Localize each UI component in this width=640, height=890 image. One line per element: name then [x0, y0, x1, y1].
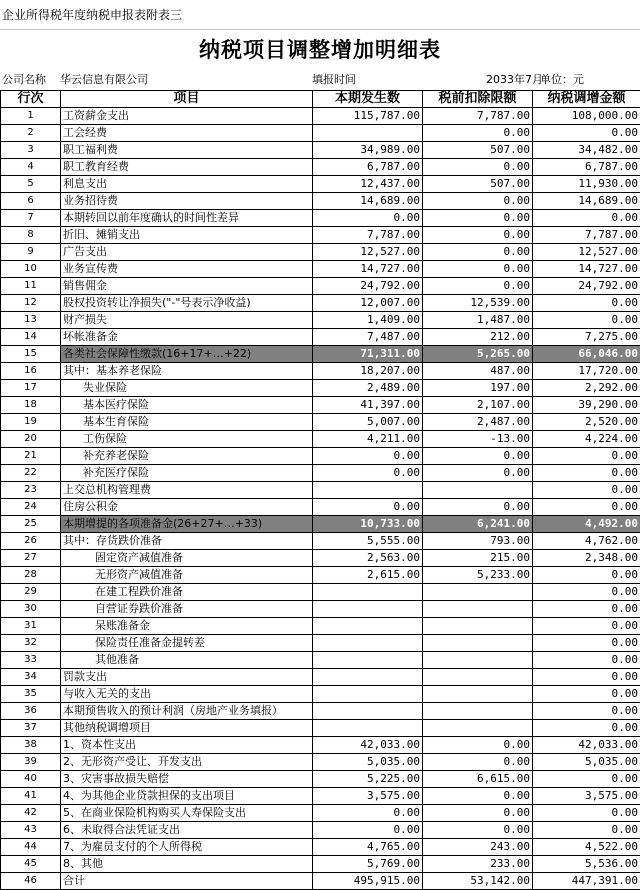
- current-amount-cell: 6,787.00: [313, 159, 423, 176]
- table-row: [1, 601, 640, 618]
- current-amount-cell: 42,033.00: [313, 737, 423, 754]
- row-number-cell: 33: [1, 652, 61, 669]
- table-row: [1, 720, 640, 737]
- tax-increase-cell: 7,787.00: [533, 227, 640, 244]
- row-number-cell: 41: [1, 788, 61, 805]
- deduction-limit-cell: 0.00: [423, 737, 533, 754]
- table-row: [1, 363, 640, 380]
- table-row: [1, 176, 640, 193]
- row-number-cell: 23: [1, 482, 61, 499]
- deduction-limit-cell: 0.00: [423, 499, 533, 516]
- item-name-cell: 坏帐准备金: [61, 329, 313, 346]
- item-name-cell: 其他纳税调增项目: [61, 720, 313, 737]
- tax-increase-cell: 2,292.00: [533, 380, 640, 397]
- tax-increase-cell: 4,762.00: [533, 533, 640, 550]
- item-name-cell: 利息支出: [61, 176, 313, 193]
- row-number-cell: 42: [1, 805, 61, 822]
- table-row: [1, 465, 640, 482]
- deduction-limit-cell: [423, 703, 533, 720]
- tax-increase-cell: 5,035.00: [533, 754, 640, 771]
- current-amount-cell: 7,487.00: [313, 329, 423, 346]
- row-number-cell: 29: [1, 584, 61, 601]
- deduction-limit-cell: 0.00: [423, 244, 533, 261]
- table-row: [1, 618, 640, 635]
- tax-increase-cell: 0.00: [533, 669, 640, 686]
- row-number-cell: 31: [1, 618, 61, 635]
- tax-increase-cell: 0.00: [533, 295, 640, 312]
- item-name-cell: 呆账准备金: [61, 618, 313, 635]
- row-number-cell: 26: [1, 533, 61, 550]
- tax-increase-cell: 39,290.00: [533, 397, 640, 414]
- item-name-cell: 工会经费: [61, 125, 313, 142]
- deduction-limit-cell: [423, 601, 533, 618]
- item-name-cell: 上交总机构管理费: [61, 482, 313, 499]
- tax-increase-cell: 42,033.00: [533, 737, 640, 754]
- report-info-line: [0, 70, 640, 89]
- item-name-cell: 销售佣金: [61, 278, 313, 295]
- deduction-limit-cell: 0.00: [423, 193, 533, 210]
- current-amount-cell: [313, 652, 423, 669]
- row-number-cell: 17: [1, 380, 61, 397]
- row-number-cell: 27: [1, 550, 61, 567]
- tax-increase-cell: 24,792.00: [533, 278, 640, 295]
- table-row: [1, 142, 640, 159]
- item-name-cell: 本期增提的各项准备金(26+27+…+33): [61, 516, 313, 533]
- row-number-cell: 40: [1, 771, 61, 788]
- item-name-cell: 在建工程跌价准备: [61, 584, 313, 601]
- item-name-cell: 罚款支出: [61, 669, 313, 686]
- deduction-limit-cell: 0.00: [423, 754, 533, 771]
- deduction-limit-cell: 0.00: [423, 788, 533, 805]
- table-row: [1, 788, 640, 805]
- item-name-cell: 8、其他: [61, 856, 313, 873]
- deduction-limit-cell: 793.00: [423, 533, 533, 550]
- col-header-item: 项目: [61, 91, 313, 108]
- current-amount-cell: [313, 669, 423, 686]
- deduction-limit-cell: 2,487.00: [423, 414, 533, 431]
- row-number-cell: 38: [1, 737, 61, 754]
- item-name-cell: 工资薪金支出: [61, 108, 313, 125]
- row-number-cell: 3: [1, 142, 61, 159]
- row-number-cell: 7: [1, 210, 61, 227]
- row-number-cell: 30: [1, 601, 61, 618]
- tax-increase-cell: 2,348.00: [533, 550, 640, 567]
- row-number-cell: 1: [1, 108, 61, 125]
- row-number-cell: 36: [1, 703, 61, 720]
- deduction-limit-cell: -13.00: [423, 431, 533, 448]
- tax-increase-cell: 66,046.00: [533, 346, 640, 363]
- item-name-cell: 5、在商业保险机构购买人寿保险支出: [61, 805, 313, 822]
- deduction-limit-cell: [423, 686, 533, 703]
- deduction-limit-cell: 0.00: [423, 210, 533, 227]
- item-name-cell: 无形资产减值准备: [61, 567, 313, 584]
- table-row: [1, 686, 640, 703]
- table-row: [1, 193, 640, 210]
- tax-increase-cell: 0.00: [533, 618, 640, 635]
- deduction-limit-cell: 212.00: [423, 329, 533, 346]
- tax-increase-cell: 0.00: [533, 567, 640, 584]
- row-number-cell: 43: [1, 822, 61, 839]
- current-amount-cell: 5,225.00: [313, 771, 423, 788]
- item-name-cell: 补充养老保险: [61, 448, 313, 465]
- tax-increase-cell: 3,575.00: [533, 788, 640, 805]
- row-number-cell: 32: [1, 635, 61, 652]
- item-name-cell: 1、资本性支出: [61, 737, 313, 754]
- item-name-cell: 职工福利费: [61, 142, 313, 159]
- table-row: [1, 108, 640, 125]
- item-name-cell: 其中：存货跌价准备: [61, 533, 313, 550]
- row-number-cell: 20: [1, 431, 61, 448]
- current-amount-cell: 0.00: [313, 805, 423, 822]
- row-number-cell: 8: [1, 227, 61, 244]
- tax-increase-cell: 2,520.00: [533, 414, 640, 431]
- table-row: [1, 329, 640, 346]
- row-number-cell: 4: [1, 159, 61, 176]
- deduction-limit-cell: 0.00: [423, 278, 533, 295]
- tax-increase-cell: 0.00: [533, 312, 640, 329]
- table-row: [1, 346, 640, 363]
- table-row: [1, 125, 640, 142]
- item-name-cell: 广告支出: [61, 244, 313, 261]
- item-name-cell: 折旧、摊销支出: [61, 227, 313, 244]
- current-amount-cell: 5,769.00: [313, 856, 423, 873]
- table-row: [1, 482, 640, 499]
- current-amount-cell: 2,563.00: [313, 550, 423, 567]
- tax-increase-cell: 4,522.00: [533, 839, 640, 856]
- tax-increase-cell: 0.00: [533, 771, 640, 788]
- deduction-limit-cell: 0.00: [423, 448, 533, 465]
- page-title: 纳税项目调整增加明细表: [0, 30, 640, 70]
- row-number-cell: 18: [1, 397, 61, 414]
- current-amount-cell: 10,733.00: [313, 516, 423, 533]
- current-amount-cell: 1,409.00: [313, 312, 423, 329]
- current-amount-cell: [313, 618, 423, 635]
- row-number-cell: 35: [1, 686, 61, 703]
- table-row: [1, 380, 640, 397]
- row-number-cell: 46: [1, 873, 61, 890]
- tax-increase-cell: 0.00: [533, 635, 640, 652]
- table-header-row: [1, 91, 640, 108]
- current-amount-cell: 18,207.00: [313, 363, 423, 380]
- item-name-cell: 工伤保险: [61, 431, 313, 448]
- item-name-cell: 保险责任准备金提转差: [61, 635, 313, 652]
- item-name-cell: 业务招待费: [61, 193, 313, 210]
- deduction-limit-cell: [423, 720, 533, 737]
- row-number-cell: 21: [1, 448, 61, 465]
- table-row: [1, 771, 640, 788]
- deduction-limit-cell: [423, 618, 533, 635]
- table-row: [1, 567, 640, 584]
- tax-increase-cell: 12,527.00: [533, 244, 640, 261]
- col-header-deduction-limit: 税前扣除限额: [423, 91, 533, 108]
- table-row: [1, 839, 640, 856]
- item-name-cell: 6、未取得合法凭证支出: [61, 822, 313, 839]
- deduction-limit-cell: [423, 635, 533, 652]
- current-amount-cell: 4,211.00: [313, 431, 423, 448]
- row-number-cell: 14: [1, 329, 61, 346]
- tax-increase-cell: 447,391.00: [533, 873, 640, 890]
- row-number-cell: 37: [1, 720, 61, 737]
- row-number-cell: 22: [1, 465, 61, 482]
- current-amount-cell: [313, 686, 423, 703]
- company-label: 公司名称: [2, 70, 46, 89]
- tax-increase-cell: 14,727.00: [533, 261, 640, 278]
- row-number-cell: 34: [1, 669, 61, 686]
- row-number-cell: 15: [1, 346, 61, 363]
- deduction-limit-cell: 215.00: [423, 550, 533, 567]
- tax-increase-cell: 0.00: [533, 822, 640, 839]
- item-name-cell: 基本医疗保险: [61, 397, 313, 414]
- deduction-limit-cell: 0.00: [423, 261, 533, 278]
- tax-increase-cell: 0.00: [533, 720, 640, 737]
- company-name: 华云信息有限公司: [60, 70, 148, 89]
- deduction-limit-cell: 2,107.00: [423, 397, 533, 414]
- fill-time-label: 填报时间: [312, 70, 356, 89]
- deduction-limit-cell: 53,142.00: [423, 873, 533, 890]
- deduction-limit-cell: 233.00: [423, 856, 533, 873]
- table-row: [1, 431, 640, 448]
- current-amount-cell: 24,792.00: [313, 278, 423, 295]
- row-number-cell: 28: [1, 567, 61, 584]
- item-name-cell: 本期预售收入的预计利润（房地产业务填报）: [61, 703, 313, 720]
- deduction-limit-cell: 5,265.00: [423, 346, 533, 363]
- deduction-limit-cell: 12,539.00: [423, 295, 533, 312]
- row-number-cell: 13: [1, 312, 61, 329]
- deduction-limit-cell: [423, 482, 533, 499]
- item-name-cell: 合计: [61, 873, 313, 890]
- current-amount-cell: 34,989.00: [313, 142, 423, 159]
- item-name-cell: 失业保险: [61, 380, 313, 397]
- table-row: [1, 754, 640, 771]
- current-amount-cell: [313, 635, 423, 652]
- item-name-cell: 固定资产减值准备: [61, 550, 313, 567]
- deduction-limit-cell: 0.00: [423, 822, 533, 839]
- current-amount-cell: 12,007.00: [313, 295, 423, 312]
- current-amount-cell: [313, 584, 423, 601]
- table-row: [1, 516, 640, 533]
- current-amount-cell: 495,915.00: [313, 873, 423, 890]
- current-amount-cell: 0.00: [313, 448, 423, 465]
- row-number-cell: 45: [1, 856, 61, 873]
- tax-increase-cell: 0.00: [533, 465, 640, 482]
- current-amount-cell: 5,035.00: [313, 754, 423, 771]
- tax-increase-cell: 11,930.00: [533, 176, 640, 193]
- deduction-limit-cell: 197.00: [423, 380, 533, 397]
- current-amount-cell: 0.00: [313, 822, 423, 839]
- tax-increase-cell: 4,224.00: [533, 431, 640, 448]
- deduction-limit-cell: 7,787.00: [423, 108, 533, 125]
- row-number-cell: 5: [1, 176, 61, 193]
- table-row: [1, 499, 640, 516]
- tax-increase-cell: 0.00: [533, 686, 640, 703]
- tax-increase-cell: 0.00: [533, 482, 640, 499]
- row-number-cell: 19: [1, 414, 61, 431]
- row-number-cell: 12: [1, 295, 61, 312]
- item-name-cell: 4、为其他企业贷款担保的支出项目: [61, 788, 313, 805]
- deduction-limit-cell: 0.00: [423, 125, 533, 142]
- tax-increase-cell: 0.00: [533, 652, 640, 669]
- item-name-cell: 补充医疗保险: [61, 465, 313, 482]
- current-amount-cell: 12,527.00: [313, 244, 423, 261]
- current-amount-cell: 41,397.00: [313, 397, 423, 414]
- row-number-cell: 11: [1, 278, 61, 295]
- current-amount-cell: [313, 703, 423, 720]
- table-row: [1, 227, 640, 244]
- deduction-limit-cell: 0.00: [423, 805, 533, 822]
- item-name-cell: 业务宣传费: [61, 261, 313, 278]
- row-number-cell: 39: [1, 754, 61, 771]
- tax-increase-cell: 0.00: [533, 703, 640, 720]
- current-amount-cell: 0.00: [313, 499, 423, 516]
- tax-increase-cell: 14,689.00: [533, 193, 640, 210]
- tax-increase-cell: 34,482.00: [533, 142, 640, 159]
- deduction-limit-cell: [423, 584, 533, 601]
- current-amount-cell: 7,787.00: [313, 227, 423, 244]
- table-row: [1, 805, 640, 822]
- deduction-limit-cell: 507.00: [423, 142, 533, 159]
- tax-increase-cell: 0.00: [533, 210, 640, 227]
- current-amount-cell: 14,727.00: [313, 261, 423, 278]
- table-row: [1, 584, 640, 601]
- item-name-cell: 基本生育保险: [61, 414, 313, 431]
- item-name-cell: 各类社会保障性缴款(16+17+…+22): [61, 346, 313, 363]
- deduction-limit-cell: 5,233.00: [423, 567, 533, 584]
- item-name-cell: 其他准备: [61, 652, 313, 669]
- item-name-cell: 财产损失: [61, 312, 313, 329]
- table-row: [1, 397, 640, 414]
- item-name-cell: 其中：基本养老保险: [61, 363, 313, 380]
- current-amount-cell: [313, 720, 423, 737]
- current-amount-cell: [313, 601, 423, 618]
- col-header-tax-increase: 纳税调增金额: [533, 91, 640, 108]
- table-row: [1, 737, 640, 754]
- current-amount-cell: 14,689.00: [313, 193, 423, 210]
- row-number-cell: 44: [1, 839, 61, 856]
- tax-increase-cell: 0.00: [533, 601, 640, 618]
- table-row: [1, 312, 640, 329]
- current-amount-cell: 5,007.00: [313, 414, 423, 431]
- item-name-cell: 与收入无关的支出: [61, 686, 313, 703]
- current-amount-cell: 0.00: [313, 465, 423, 482]
- col-header-current-amount: 本期发生数: [313, 91, 423, 108]
- current-amount-cell: 5,555.00: [313, 533, 423, 550]
- deduction-limit-cell: [423, 652, 533, 669]
- attachment-note: 企业所得税年度纳税申报表附表三: [0, 0, 640, 30]
- table-row: [1, 414, 640, 431]
- adjustment-table: [0, 90, 640, 890]
- table-row: [1, 448, 640, 465]
- table-row: [1, 278, 640, 295]
- current-amount-cell: 2,615.00: [313, 567, 423, 584]
- deduction-limit-cell: 487.00: [423, 363, 533, 380]
- current-amount-cell: [313, 482, 423, 499]
- table-row: [1, 635, 640, 652]
- tax-increase-cell: 0.00: [533, 805, 640, 822]
- deduction-limit-cell: 243.00: [423, 839, 533, 856]
- col-header-row-no: 行次: [1, 91, 61, 108]
- tax-increase-cell: 4,492.00: [533, 516, 640, 533]
- table-row: [1, 550, 640, 567]
- row-number-cell: 24: [1, 499, 61, 516]
- deduction-limit-cell: 0.00: [423, 465, 533, 482]
- deduction-limit-cell: 0.00: [423, 227, 533, 244]
- tax-increase-cell: 5,536.00: [533, 856, 640, 873]
- tax-increase-cell: 0.00: [533, 584, 640, 601]
- row-number-cell: 6: [1, 193, 61, 210]
- tax-increase-cell: 7,275.00: [533, 329, 640, 346]
- tax-increase-cell: 0.00: [533, 125, 640, 142]
- table-row: [1, 159, 640, 176]
- table-row: [1, 822, 640, 839]
- tax-increase-cell: 108,000.00: [533, 108, 640, 125]
- item-name-cell: 自营证券跌价准备: [61, 601, 313, 618]
- item-name-cell: 7、为雇员支付的个人所得税: [61, 839, 313, 856]
- row-number-cell: 16: [1, 363, 61, 380]
- current-amount-cell: 12,437.00: [313, 176, 423, 193]
- tax-increase-cell: 0.00: [533, 448, 640, 465]
- row-number-cell: 9: [1, 244, 61, 261]
- current-amount-cell: 2,489.00: [313, 380, 423, 397]
- deduction-limit-cell: 6,241.00: [423, 516, 533, 533]
- table-row: [1, 533, 640, 550]
- deduction-limit-cell: 507.00: [423, 176, 533, 193]
- item-name-cell: 3、灾害事故损失赔偿: [61, 771, 313, 788]
- item-name-cell: 股权投资转让净损失("-"号表示净收益): [61, 295, 313, 312]
- table-row: [1, 210, 640, 227]
- table-row: [1, 856, 640, 873]
- deduction-limit-cell: 6,615.00: [423, 771, 533, 788]
- deduction-limit-cell: 1,487.00: [423, 312, 533, 329]
- tax-increase-cell: 17,720.00: [533, 363, 640, 380]
- table-row: [1, 261, 640, 278]
- current-amount-cell: 3,575.00: [313, 788, 423, 805]
- deduction-limit-cell: 0.00: [423, 159, 533, 176]
- table-row: [1, 652, 640, 669]
- current-amount-cell: [313, 125, 423, 142]
- report-date: 2033年7月: [486, 70, 543, 89]
- deduction-limit-cell: [423, 669, 533, 686]
- current-amount-cell: 0.00: [313, 210, 423, 227]
- table-row: [1, 295, 640, 312]
- table-row: [1, 873, 640, 890]
- item-name-cell: 职工教育经费: [61, 159, 313, 176]
- row-number-cell: 2: [1, 125, 61, 142]
- item-name-cell: 住房公积金: [61, 499, 313, 516]
- current-amount-cell: 115,787.00: [313, 108, 423, 125]
- row-number-cell: 10: [1, 261, 61, 278]
- table-body: [1, 108, 640, 890]
- item-name-cell: 本期转回以前年度确认的时间性差异: [61, 210, 313, 227]
- table-row: [1, 244, 640, 261]
- currency-unit: 单位：元: [540, 70, 584, 89]
- item-name-cell: 2、无形资产受让、开发支出: [61, 754, 313, 771]
- table-row: [1, 703, 640, 720]
- tax-increase-cell: 6,787.00: [533, 159, 640, 176]
- tax-increase-cell: 0.00: [533, 499, 640, 516]
- current-amount-cell: 71,311.00: [313, 346, 423, 363]
- row-number-cell: 25: [1, 516, 61, 533]
- current-amount-cell: 4,765.00: [313, 839, 423, 856]
- table-row: [1, 669, 640, 686]
